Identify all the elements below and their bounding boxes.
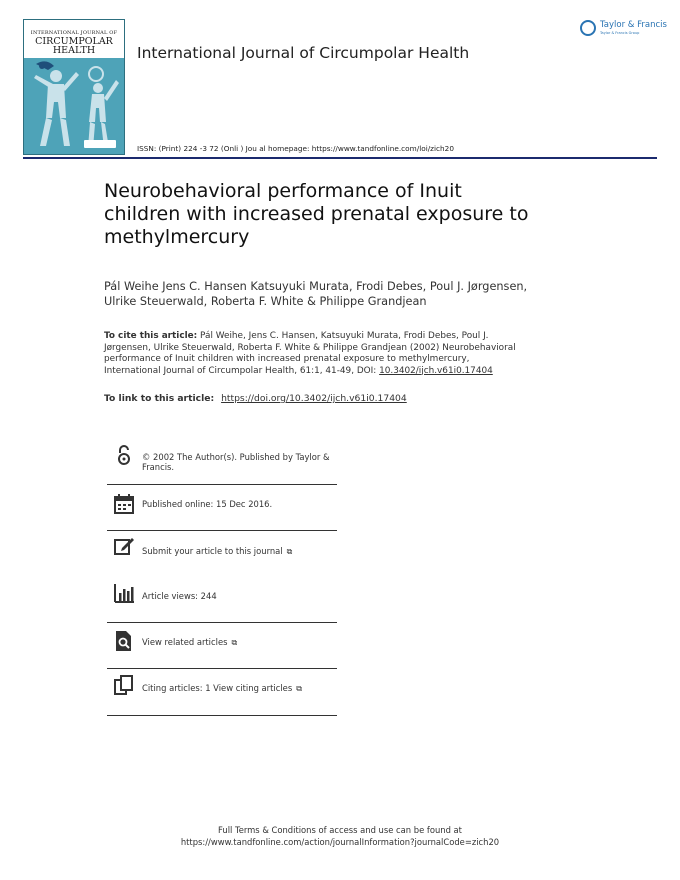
info-divider (107, 484, 337, 485)
submit-article-link[interactable] (142, 546, 342, 557)
calendar-icon (113, 493, 135, 515)
citation-text: Pál Weihe, Jens C. Hansen, Katsuyuki Murata, Frodi Debes, Poul J. (200, 331, 489, 341)
info-divider (107, 622, 337, 623)
citing-articles-label: Citing articles: 1 View citing articles (142, 683, 293, 693)
footer-url[interactable]: https://www.tandfonline.com/action/journalInformation?journalCode=zich20 (180, 837, 500, 847)
related-articles-link[interactable] (142, 637, 342, 648)
author-line: Pál Weihe Jens C. Hansen Katsuyuki Murata, Frodi Debes, Poul J. Jørgensen, (104, 280, 528, 293)
article-doi-url[interactable]: https://doi.org/10.3402/ijch.v61i0.17404 (221, 393, 407, 404)
submit-article-label: Submit your article to this journal (142, 546, 283, 556)
citation-doi-link[interactable]: 10.3402/ijch.v61i0.17404 (379, 365, 493, 376)
citation-line: performance of Inuit children with increased prenatal exposure to methylmercury, (104, 354, 470, 364)
citation-line (104, 366, 574, 378)
cover-line-2a: CIRCUMPOLAR (35, 36, 113, 47)
open-access-icon (113, 444, 135, 466)
bar-chart-icon (113, 582, 135, 604)
citation-label: To cite this article: (104, 331, 198, 341)
external-link-icon: ⧉ (286, 547, 293, 556)
published-date: Published online: 15 Dec 2016. (142, 499, 273, 509)
article-link-label: To link to this article: (104, 393, 215, 404)
citation-block (104, 331, 574, 377)
journal-title[interactable]: International Journal of Circumpolar Health (137, 44, 470, 62)
publisher-logo[interactable] (580, 20, 667, 42)
related-articles-label: View related articles (142, 637, 228, 647)
info-divider (107, 530, 337, 531)
article-title (104, 180, 544, 249)
footer-line: Full Terms & Conditions of access and use can be found at (218, 825, 462, 835)
citation-line (104, 331, 574, 343)
author-list (104, 279, 584, 309)
external-link-icon: ⧉ (296, 684, 302, 693)
citing-articles-link[interactable] (142, 683, 342, 694)
copyright-line: Francis. (142, 462, 175, 472)
author-line: Ulrike Steuerwald, Roberta F. White & Philippe Grandjean (104, 295, 427, 308)
search-document-icon (113, 630, 135, 652)
publisher-tagline: Taylor & Francis Group (600, 31, 640, 35)
external-link-icon: ⧉ (231, 638, 238, 647)
title-line: methylmercury (104, 226, 250, 248)
info-text (142, 452, 342, 472)
info-divider (107, 715, 337, 716)
cover-masthead (24, 20, 124, 58)
header-divider (23, 157, 657, 159)
cover-line-2b: HEALTH (52, 45, 96, 56)
footer-terms (0, 824, 680, 848)
citation-line: Jørgensen, Ulrike Steuerwald, Roberta F. White & Philippe Grandjean (2002) Neurobehavioral (104, 342, 516, 353)
info-divider (107, 668, 337, 669)
citing-articles-icon (113, 674, 135, 696)
cover-line-1: INTERNATIONAL JOURNAL OF (30, 30, 118, 36)
edit-icon (113, 535, 135, 557)
citation-text: International Journal of Circumpolar Health, 61:1, 41-49, DOI: (104, 365, 380, 376)
cover-line-2 (24, 37, 124, 55)
title-line: Neurobehavioral performance of Inuit (104, 180, 462, 202)
title-line: children with increased prenatal exposure to (104, 203, 529, 225)
issn-homepage-line[interactable]: ISSN: (Print) 224 -3 72 (Onli ) Jou al homepage: https://www.tandfonline.com/loi/zich20 (137, 144, 454, 153)
journal-cover[interactable] (23, 19, 125, 155)
publisher-name: Taylor & Francis (600, 20, 667, 30)
article-views: Article views: 244 (142, 591, 217, 601)
article-link-line (104, 393, 407, 404)
publisher-logo-icon (580, 20, 596, 36)
cover-publisher-badge (84, 140, 116, 148)
copyright-line: © 2002 The Author(s). Published by Taylor & (142, 452, 330, 462)
